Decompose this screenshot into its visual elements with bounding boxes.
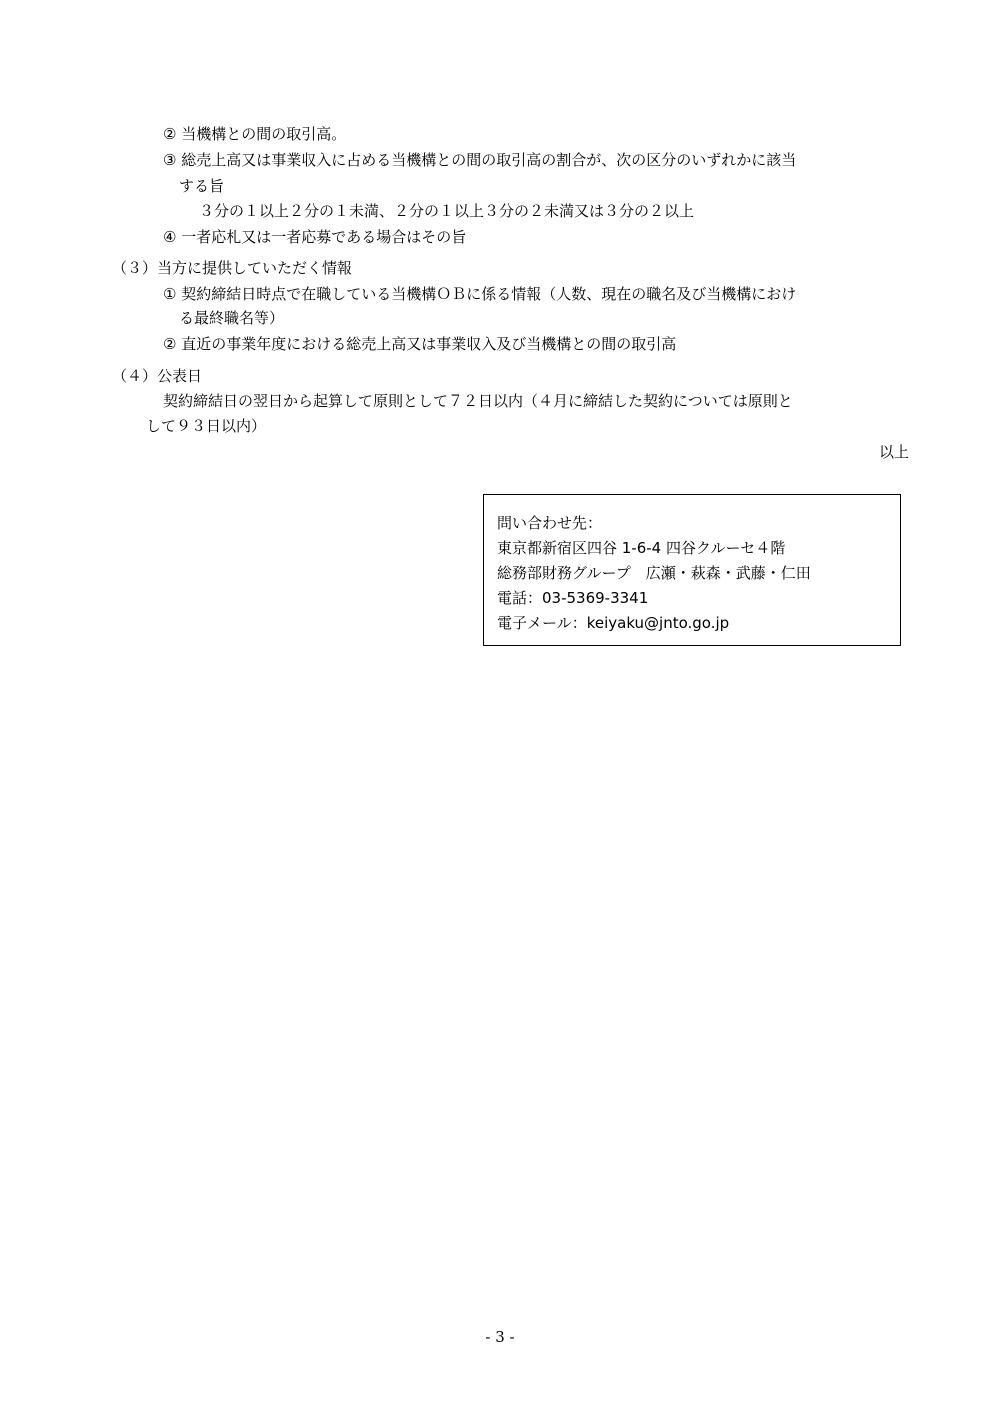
closing-remark: 以上 (878, 443, 909, 461)
contact-address: 東京都新宿区四谷 1-6-4 四谷クルーセ４階 (497, 539, 786, 557)
item-2-transaction-amount: ② 当機構との間の取引高。 (163, 125, 347, 143)
item-3-ratio-line-1: ③ 総売上高又は事業収入に占める当機構との間の取引高の割合が、次の区分のいずれかに該当 (163, 151, 797, 169)
contact-email: 電子メール：keiyaku@jnto.go.jp (497, 614, 730, 632)
section-3-item-2: ② 直近の事業年度における総売上高又は事業収入及び当機構との間の取引高 (163, 335, 677, 353)
item-4-single-bid: ④ 一者応札又は一者応募である場合はその旨 (163, 228, 467, 246)
contact-box (483, 494, 901, 646)
section-4-body-line-1: 契約締結日の翌日から起算して原則として７２日以内（４月に締結した契約については原則と (163, 392, 793, 410)
contact-department: 総務部財務グループ 広瀬・萩森・武藤・仁田 (497, 564, 811, 582)
section-3-heading: （３）当方に提供していただく情報 (112, 259, 353, 277)
section-3-item-1-line-2: る最終職名等） (179, 309, 285, 327)
item-3-ratio-line-2: する旨 (179, 177, 225, 195)
section-4-heading: （４）公表日 (112, 367, 203, 385)
item-3-ratio-categories: ３分の１以上２分の１未満、２分の１以上３分の２未満又は３分の２以上 (199, 202, 695, 220)
section-4-body-line-2: して９３日以内） (146, 417, 267, 435)
contact-heading: 問い合わせ先： (497, 514, 603, 532)
section-3-item-1-line-1: ① 契約締結日時点で在職している当機構ＯＢに係る情報（人数、現在の職名及び当機構におけ (163, 285, 797, 303)
page-number: - 3 - (485, 1328, 515, 1346)
contact-phone: 電話：03-5369-3341 (497, 589, 649, 607)
